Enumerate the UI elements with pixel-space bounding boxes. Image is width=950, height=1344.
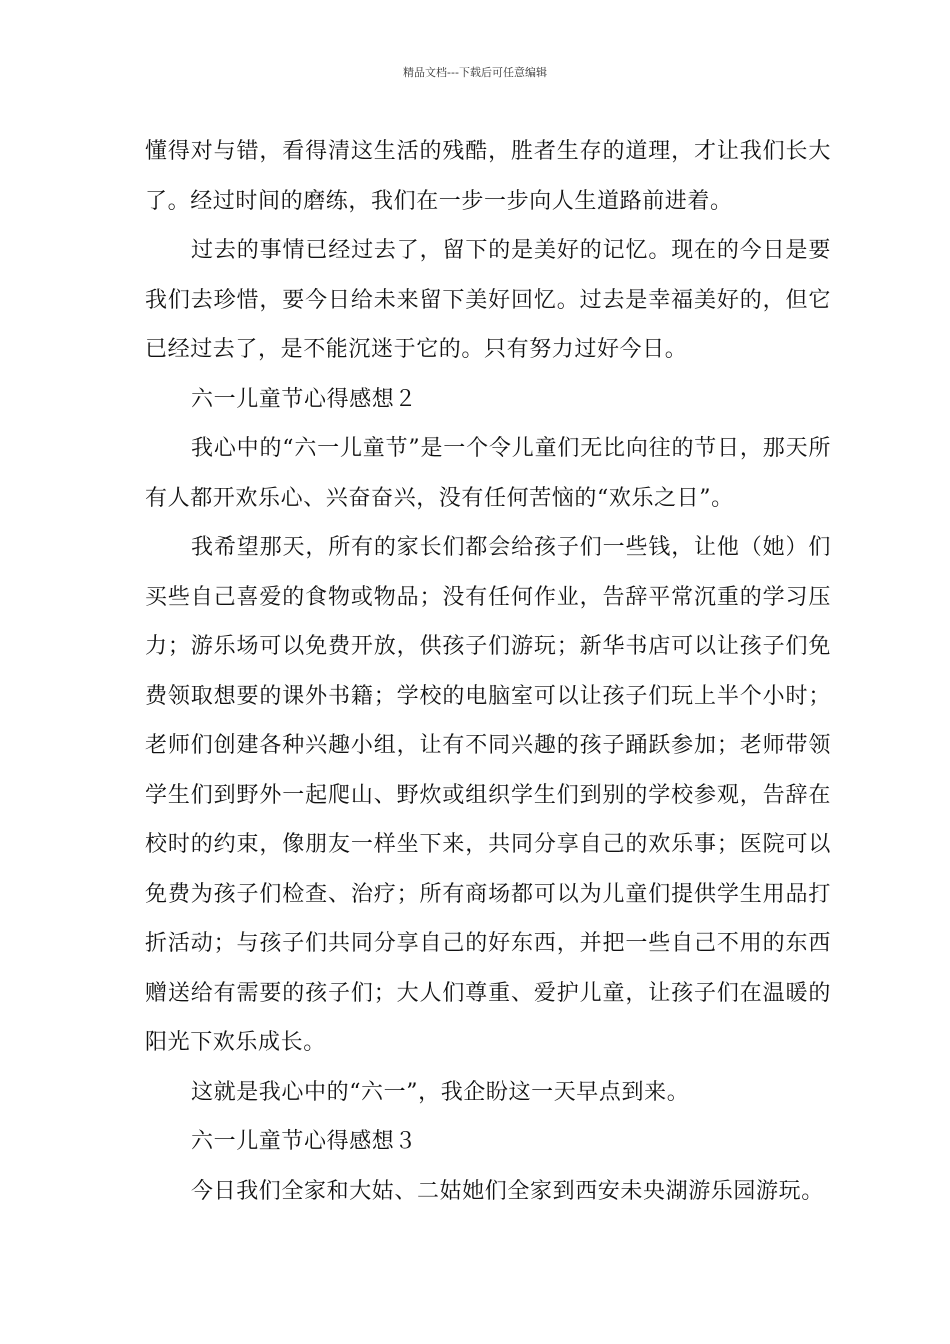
page-header: 精品文档---下载后可任意编辑 [403,66,547,79]
paragraph: 今日我们全家和大姑、二姑她们全家到西安未央湖游乐园游玩。 [191,1178,824,1204]
paragraph: 过去的事情已经过去了，留下的是美好的记忆。现在的今日是要我们去珍惜，要今日给未来留下美好回忆。过去是幸福美好的，但它已经过去了，是不能沉迷于它的。只有努力过好今日。 [145,238,831,362]
document-body [145,127,831,1216]
paragraph: 我希望那天，所有的家长们都会给孩子们一些钱，让他（她）们买些自己喜爱的食物或物品；没有任何作业，告辞平常沉重的学习压力；游乐场可以免费开放，供孩子们游玩；新华书店可以让孩子们免费领取想要的课外书籍；学校的电脑室可以让孩子们玩上半个小时；老师们创建各种兴趣小组，让有不同兴趣的孩子踊跃参加；老师带领学生们到野外一起爬山、野炊或组织学生们到别的学校参观，告辞在校时的约束，像朋友一样坐下来，共同分享自己的欢乐事；医院可以免费为孩子们检查、治疗；所有商场都可以为儿童们提供学生用品打折活动；与孩子们共同分享自己的好东西，并把一些自己不用的东西赠送给有需要的孩子们；大人们尊重、爱护儿童，让孩子们在温暖的阳光下欢乐成长。 [145,535,831,1055]
paragraph-continuation: 懂得对与错，看得清这生活的残酷，胜者生存的道理，才让我们长大了。经过时间的磨练，我们在一步一步向人生道路前进着。 [145,139,831,214]
section-heading: 六一儿童节心得感想３ [191,1129,418,1154]
section-heading: 六一儿童节心得感想２ [191,386,418,412]
paragraph: 我心中的“六一儿童节”是一个令儿童们无比向往的节日，那天所有人都开欢乐心、兴奋奋兴，没有任何苦恼的“欢乐之日”。 [145,436,831,511]
paragraph: 这就是我心中的“六一”，我企盼这一天早点到来。 [191,1079,690,1105]
